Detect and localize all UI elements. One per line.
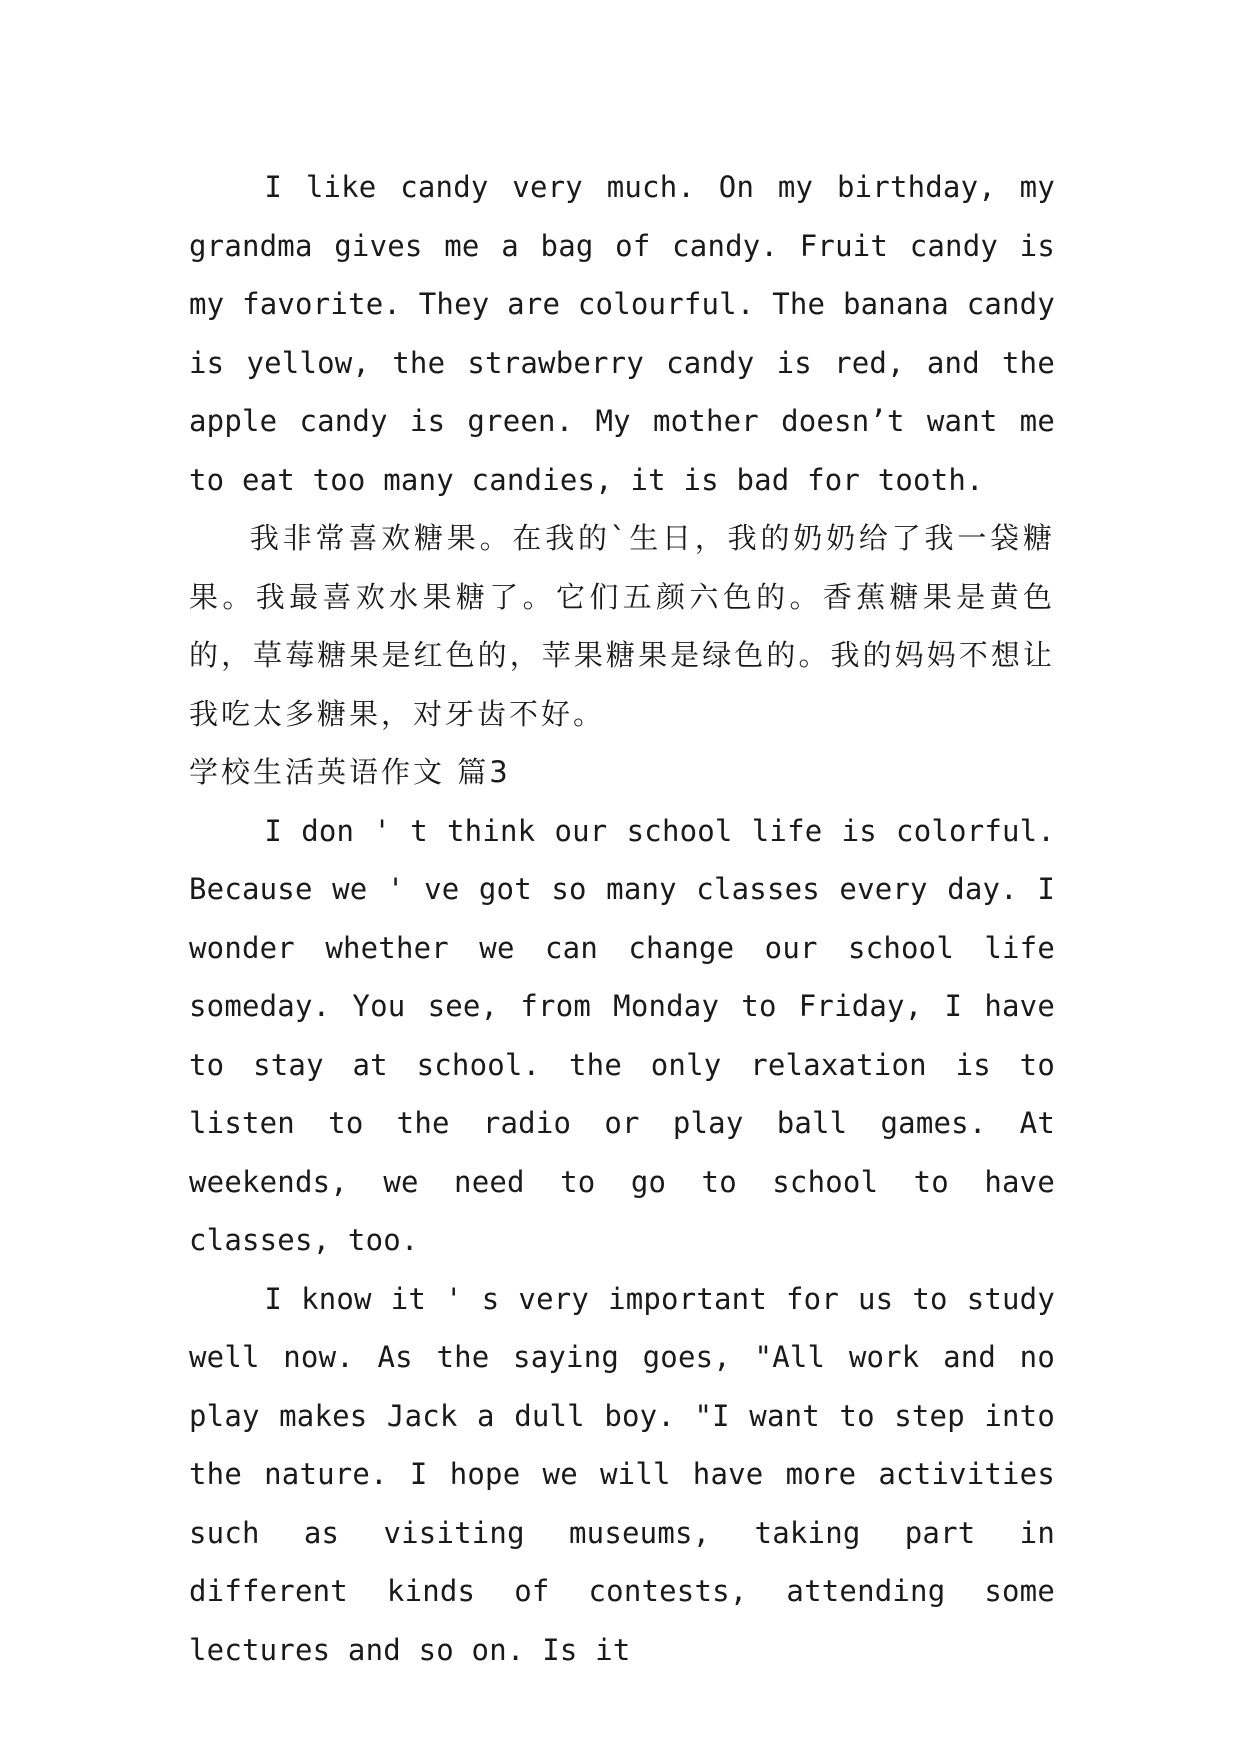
- document-page: [189, 158, 1055, 1679]
- paragraph-candy-english: I like candy very much. On my birthday, my grandma gives me a bag of candy. Fruit candy is my favorite. They are colourful. The banana candy is yellow, the strawberry candy is red, and the apple candy is green. My mother doesn’t want me to eat too many candies, it is bad for tooth.: [189, 170, 1055, 497]
- section-heading: 学校生活英语作文 篇3: [189, 755, 511, 789]
- paragraph-candy-chinese: 我非常喜欢糖果。在我的`生日，我的奶奶给了我一袋糖果。我最喜欢水果糖了。它们五颜六色的。香蕉糖果是黄色的，草莓糖果是红色的，苹果糖果是绿色的。我的妈妈不想让我吃太多糖果，对牙齿不好。: [189, 521, 1055, 731]
- paragraph-school-life-2: I know it ' s very important for us to study well now. As the saying goes, "All work and no play makes Jack a dull boy. "I want to step into the nature. I hope we will have more activities such as visiting museums, taking part in different kinds of contests, attending some lectures and so on. Is it: [189, 1281, 1055, 1667]
- paragraph-school-life-1: I don ' t think our school life is colorful. Because we ' ve got so many classes every day. I wonder whether we can change our school life someday. You see, from Monday to Friday, I have to stay at school. the only relaxation is to listen to the radio or play ball games. At weekends, we need to go to school to have classes, too.: [189, 813, 1055, 1257]
